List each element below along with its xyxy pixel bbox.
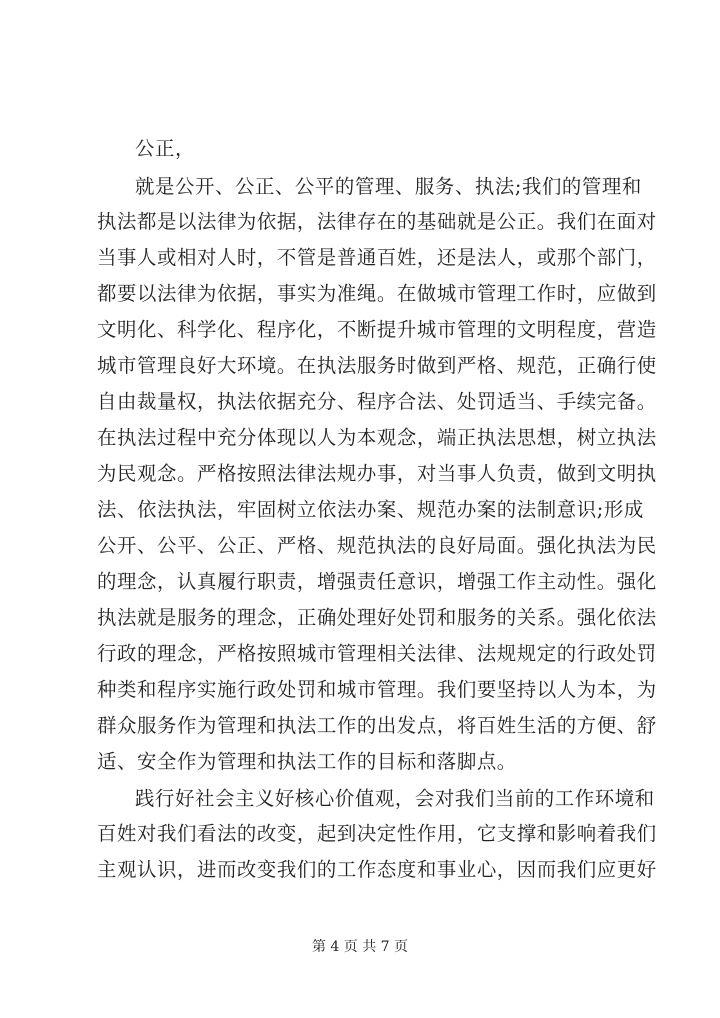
text-line: 城市管理良好大环境。在执法服务时做到严格、规范，正确行使 — [97, 354, 657, 377]
text-line: 的理念，认真履行职责，增强责任意识，增强工作主动性。强化 — [97, 570, 657, 593]
text-line: 自由裁量权，执法依据充分、程序合法、处罚适当、手续完备。 — [97, 390, 657, 413]
text-line: 就是公开、公正、公平的管理、服务、执法;我们的管理和 — [135, 175, 642, 198]
text-line: 当事人或相对人时，不管是普通百姓，还是法人，或那个部门， — [97, 246, 657, 269]
text-line: 群众服务作为管理和执法工作的出发点，将百姓生活的方便、舒 — [97, 714, 657, 737]
text-line: 行政的理念，严格按照城市管理相关法律、法规规定的行政处罚 — [97, 642, 657, 665]
text-line: 践行好社会主义好核心价值观，会对我们当前的工作环境和 — [135, 787, 655, 810]
text-line: 公开、公平、公正、严格、规范执法的良好局面。强化执法为民 — [97, 534, 657, 557]
text-line: 适、安全作为管理和执法工作的目标和落脚点。 — [97, 750, 517, 773]
text-line: 种类和程序实施行政处罚和城市管理。我们要坚持以人为本，为 — [97, 678, 657, 701]
text-line: 执法都是以法律为依据，法律存在的基础就是公正。我们在面对 — [97, 210, 657, 233]
text-line: 都要以法律为依据，事实为准绳。在做城市管理工作时，应做到 — [97, 282, 657, 305]
text-line: 为民观念。严格按照法律法规办事，对当事人负责，做到文明执 — [97, 462, 657, 485]
text-line: 在执法过程中充分体现以人为本观念，端正执法思想，树立执法 — [97, 426, 657, 449]
page-number-footer: 第 4 页 共 7 页 — [311, 939, 409, 955]
text-line: 百姓对我们看法的改变，起到决定性作用，它支撑和影响着我们 — [97, 822, 657, 845]
text-line: 法、依法执法，牢固树立依法办案、规范办案的法制意识;形成 — [97, 498, 644, 521]
text-line: 公正， — [135, 137, 195, 160]
text-line: 主观认识，进而改变我们的工作态度和事业心，因而我们应更好 — [97, 858, 657, 881]
text-line: 文明化、科学化、程序化，不断提升城市管理的文明程度，营造 — [97, 318, 657, 341]
text-line: 执法就是服务的理念，正确处理好处罚和服务的关系。强化依法 — [97, 606, 657, 629]
